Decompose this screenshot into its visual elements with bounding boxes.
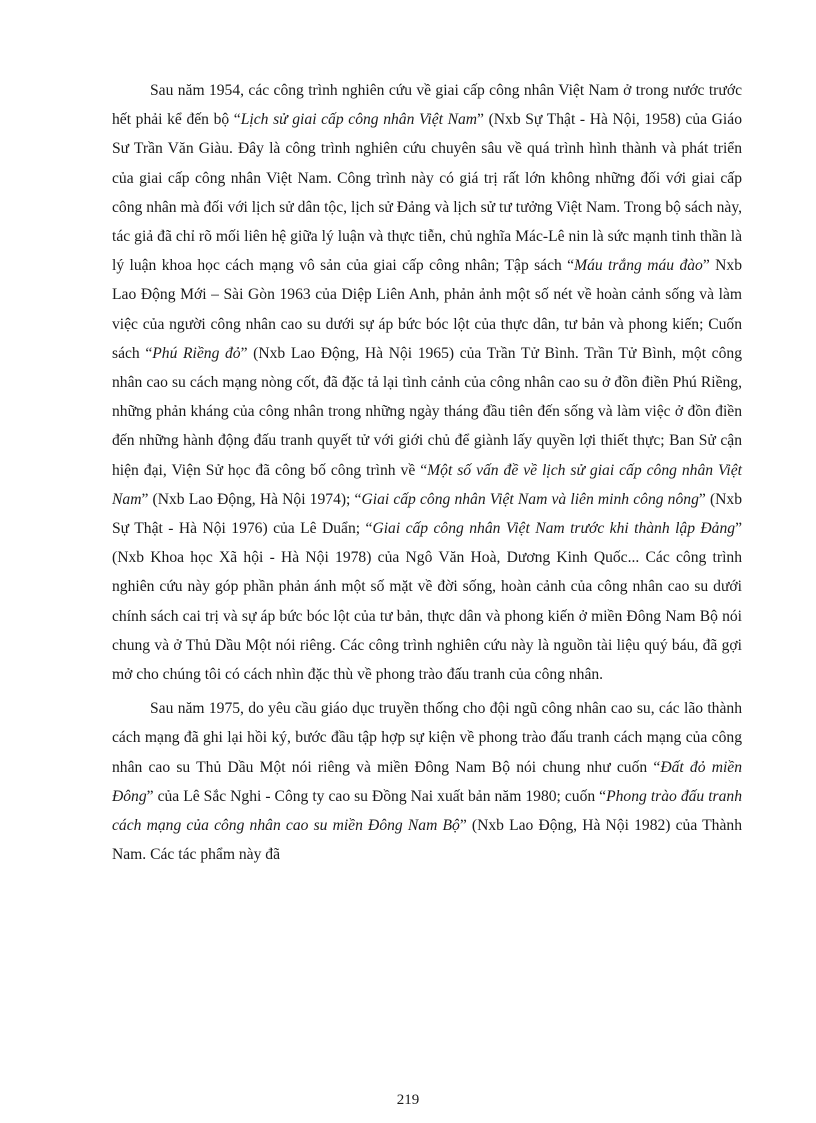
italic-title-run: Đất đỏ miền Đông <box>112 758 743 805</box>
text-run: ” (Nxb Lao Động, Hà Nội 1965) của Trần Tử Bình. Trần Tử Bình, một công nhân cao su cách mạng nòng cốt, đã đặc tả lại tình cảnh của công nhân cao su ở đồn điền Phú Riềng, những phản kháng của công nhân trong những ngày tháng đầu tiên đến sống và làm việc ở đồn điền đến những hành động đấu tranh quyết tử với giới chủ để giành lấy quyền lợi thiết thực; Ban Sử cận hiện đại, Viện Sử học đã công bố công trình về “ <box>112 344 742 479</box>
text-run: Sau năm 1954, các công trình nghiên cứu về giai cấp công nhân Việt Nam ở trong nước trước hết phải kể đến bộ “ <box>112 82 742 129</box>
italic-title-run: Một số vấn đề về lịch sử giai cấp công nhân Việt Nam <box>112 461 742 508</box>
italic-title-run: Giai cấp công nhân Việt Nam và liên minh công nông <box>361 490 699 508</box>
paragraph-1 <box>112 76 742 689</box>
italic-title-run: Máu trắng máu đào <box>574 257 703 275</box>
paragraph-2 <box>112 694 742 869</box>
text-run: Sau năm 1975, do yêu cầu giáo dục truyền thống cho đội ngũ công nhân cao su, các lão thành cách mạng đã ghi lại hồi ký, bước đầu tập hợp sự kiện về phong trào đấu tranh cách mạng của công nhân cao su Thủ Dầu Một nói riêng và miền Đông Nam Bộ nói chung như cuốn “ <box>112 700 742 776</box>
text-run: ” (Nxb Sự Thật - Hà Nội 1976) của Lê Duẩn; “ <box>112 490 742 538</box>
italic-title-run: Giai cấp công nhân Việt Nam trước khi thành lập Đảng <box>372 520 736 538</box>
text-run: ” của Lê Sắc Nghi - Công ty cao su Đồng Nai xuất bản năm 1980; cuốn “ <box>146 787 607 805</box>
text-run: ” Nxb Lao Động Mới – Sài Gòn 1963 của Diệp Liên Anh, phản ảnh một số nét về hoàn cảnh sống và làm việc của người công nhân cao su dưới sự áp bức bóc lột của thực dân, tư bản và phong kiến; Cuốn sách “ <box>112 257 742 362</box>
text-run: ” (Nxb Khoa học Xã hội - Hà Nội 1978) của Ngô Văn Hoà, Dương Kinh Quốc... Các công trình nghiên cứu này góp phần phản ánh một số mặt về đời sống, hoàn cảnh của công nhân cao su dưới chính sách cai trị và sự áp bức bóc lột của tư bản, thực dân và phong kiến ở miền Đông Nam Bộ nói chung và ở Thủ Dầu Một nói riêng. Các công trình nghiên cứu này là nguồn tài liệu quý báu, đã gợi mở cho chúng tôi có cách nhìn đặc thù về phong trào đấu tranh của công nhân. <box>112 520 742 684</box>
page-number: 219 <box>396 1092 420 1108</box>
text-run: ” (Nxb Lao Động, Hà Nội 1974); “ <box>141 490 362 508</box>
italic-title-run: Phong trào đấu tranh cách mạng của công nhân cao su miền Đông Nam Bộ <box>112 787 742 835</box>
italic-title-run: Lịch sử giai cấp công nhân Việt Nam <box>240 111 478 129</box>
page-body <box>112 76 742 869</box>
text-run: ” (Nxb Lao Động, Hà Nội 1982) của Thành Nam. Các tác phẩm này đã <box>112 817 742 864</box>
italic-title-run: Phú Riềng đỏ <box>152 344 241 362</box>
text-run: ” (Nxb Sự Thật - Hà Nội, 1958) của Giáo Sư Trần Văn Giàu. Đây là công trình nghiên cứu chuyên sâu về quá trình hình thành và phát triển của giai cấp công nhân Việt Nam. Công trình này có giá trị rất lớn không những đối với giai cấp công nhân mà đối với lịch sử dân tộc, lịch sử Đảng và lịch sử tư tưởng Việt Nam. Trong bộ sách này, tác giả đã chỉ rõ mối liên hệ giữa lý luận và thực tiễn, chủ nghĩa Mác-Lê nin là sức mạnh tinh thần là lý luận khoa học cách mạng vô sản của giai cấp công nhân; Tập sách “ <box>112 111 742 275</box>
